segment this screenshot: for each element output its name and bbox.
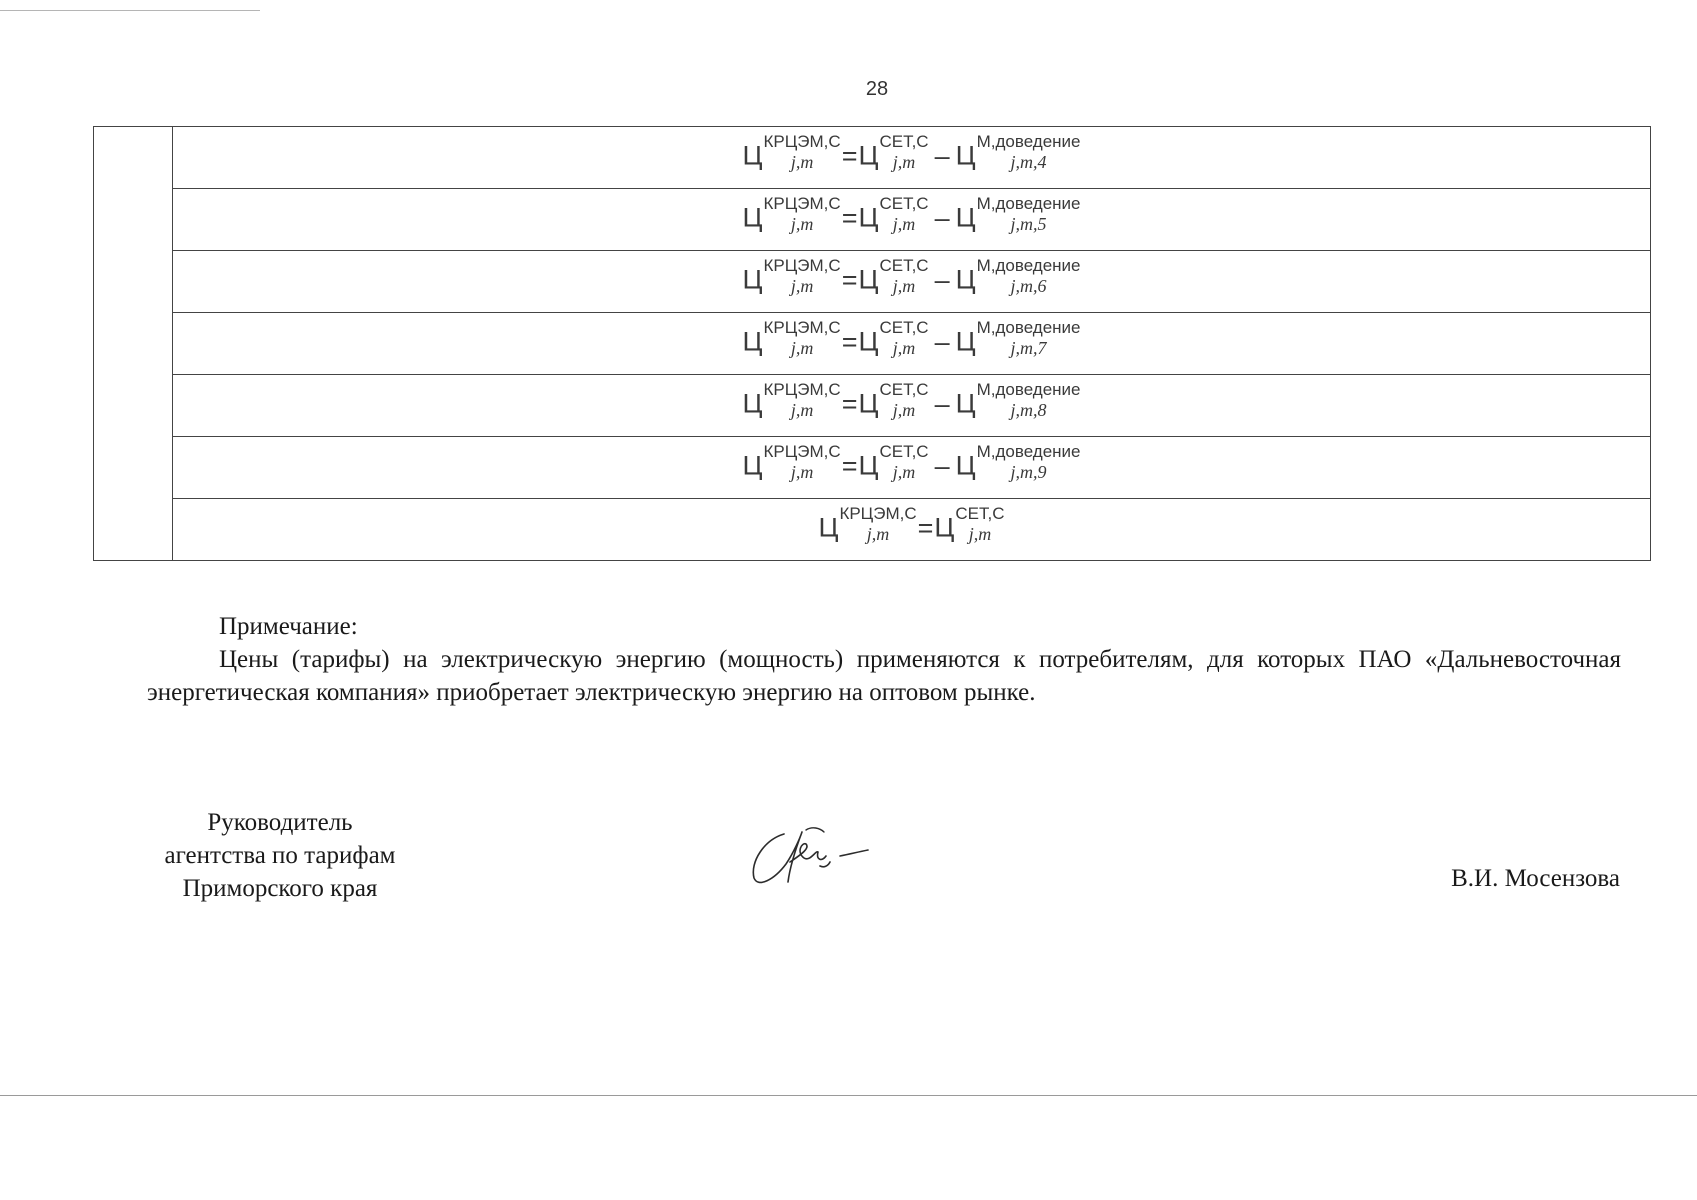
formula-equals: =: [841, 326, 858, 357]
signatory-position-line: Руководитель: [207, 809, 353, 836]
formula-minus: –: [934, 450, 950, 481]
formula-lhs-base: Ц: [742, 264, 763, 295]
formula-lhs-subscript: j,m: [790, 152, 814, 172]
signatory-position: [130, 806, 430, 905]
formula-lhs-indices: [763, 256, 841, 299]
formula-rhs-subscript: j,m,7: [1010, 338, 1047, 358]
formula-lhs-superscript: КРЦЭМ,С: [763, 194, 841, 213]
formula-lhs-indices: [763, 194, 841, 237]
row-number-column: [94, 127, 173, 561]
formula-cell: [173, 313, 1651, 375]
formula-mid-subscript: j,m: [892, 400, 916, 420]
formula-mid-subscript: j,m: [968, 524, 992, 544]
formula-mid-superscript: СЕТ,С: [879, 132, 929, 151]
formula-rhs-superscript: М,доведение: [976, 380, 1081, 399]
formula-equals: =: [841, 264, 858, 295]
formula-equals: =: [841, 202, 858, 233]
formula-minus: –: [934, 388, 950, 419]
formula-cell: [173, 437, 1651, 499]
formula-cell: [173, 189, 1651, 251]
formula-rhs-subscript: j,m,4: [1010, 152, 1047, 172]
formula-rhs-indices: [976, 380, 1081, 423]
table-row: [94, 189, 1651, 251]
table-row: [94, 375, 1651, 437]
price-formula: [742, 318, 1081, 361]
formula-mid-subscript: j,m: [892, 152, 916, 172]
formula-rhs-base: Ц: [955, 264, 976, 295]
formula-rhs-superscript: М,доведение: [976, 132, 1081, 151]
signatory-name: В.И. Мосензова: [1451, 865, 1620, 892]
signatory-position-line: агентства по тарифам: [164, 842, 396, 869]
formula-lhs-subscript: j,m: [790, 338, 814, 358]
formula-lhs-superscript: КРЦЭМ,С: [763, 256, 841, 275]
formula-rhs-superscript: М,доведение: [976, 194, 1081, 213]
handwritten-signature: [744, 822, 894, 892]
formula-mid-indices: [879, 256, 929, 299]
signatory-position-line: Приморского края: [182, 875, 378, 902]
formula-lhs-indices: [763, 380, 841, 423]
formula-rhs-indices: [976, 132, 1081, 175]
formula-mid-subscript: j,m: [892, 462, 916, 482]
formula-lhs-superscript: КРЦЭМ,С: [763, 442, 841, 461]
formula-lhs-superscript: КРЦЭМ,С: [763, 132, 841, 151]
formula-lhs-base: Ц: [742, 388, 763, 419]
formula-equals: =: [841, 140, 858, 171]
table-row: [94, 313, 1651, 375]
formula-mid-base: Ц: [858, 450, 879, 481]
formula-mid-indices: [879, 442, 929, 485]
formula-lhs-subscript: j,m: [866, 524, 890, 544]
formula-lhs-base: Ц: [742, 450, 763, 481]
formula-minus: –: [934, 264, 950, 295]
formula-equals: =: [841, 388, 858, 419]
formula-mid-superscript: СЕТ,С: [955, 504, 1005, 523]
price-formula: [742, 380, 1081, 423]
price-formula: [742, 442, 1081, 485]
formula-mid-indices: [955, 504, 1005, 547]
formula-cell: [173, 251, 1651, 313]
price-formula: [818, 504, 1005, 547]
formula-lhs-subscript: j,m: [790, 214, 814, 234]
note-text: Цены (тарифы) на электрическую энергию (мощность) применяются к потребителям, для которых ПАО «Дальневосточная энергетическая компания» приобретает электрическую энергию на оптовом рынке.: [147, 646, 1621, 706]
formula-mid-base: Ц: [858, 326, 879, 357]
formula-rhs-subscript: j,m,8: [1010, 400, 1047, 420]
formula-rhs-indices: [976, 256, 1081, 299]
formula-mid-superscript: СЕТ,С: [879, 256, 929, 275]
formula-mid-base: Ц: [858, 264, 879, 295]
formula-rhs-base: Ц: [955, 202, 976, 233]
formula-lhs-base: Ц: [742, 202, 763, 233]
formula-lhs-subscript: j,m: [790, 462, 814, 482]
formula-mid-base: Ц: [858, 388, 879, 419]
formula-rhs-subscript: j,m,5: [1010, 214, 1047, 234]
table-row: [94, 251, 1651, 313]
table-row: [94, 127, 1651, 189]
formula-rhs-indices: [976, 194, 1081, 237]
formula-lhs-indices: [763, 132, 841, 175]
formula-mid-indices: [879, 318, 929, 361]
formula-lhs-base: Ц: [742, 140, 763, 171]
formula-minus: –: [934, 202, 950, 233]
formula-lhs-subscript: j,m: [790, 400, 814, 420]
formula-rhs-indices: [976, 318, 1081, 361]
formula-lhs-base: Ц: [742, 326, 763, 357]
formula-mid-subscript: j,m: [892, 276, 916, 296]
formula-rhs-subscript: j,m,6: [1010, 276, 1047, 296]
formula-mid-indices: [879, 380, 929, 423]
formula-mid-base: Ц: [858, 140, 879, 171]
price-formula: [742, 256, 1081, 299]
formula-cell: [173, 127, 1651, 189]
note-section: [147, 610, 1621, 709]
formula-table: [93, 126, 1651, 561]
price-formula: [742, 194, 1081, 237]
formula-mid-superscript: СЕТ,С: [879, 194, 929, 213]
formula-lhs-indices: [763, 442, 841, 485]
formula-cell: [173, 375, 1651, 437]
formula-equals: =: [917, 512, 934, 543]
formula-mid-subscript: j,m: [892, 214, 916, 234]
formula-rhs-indices: [976, 442, 1081, 485]
formula-mid-superscript: СЕТ,С: [879, 380, 929, 399]
note-title: Примечание:: [219, 613, 358, 640]
bottom-edge-rule: [0, 1095, 1697, 1096]
formula-lhs-base: Ц: [818, 512, 839, 543]
formula-rhs-base: Ц: [955, 140, 976, 171]
formula-mid-superscript: СЕТ,С: [879, 318, 929, 337]
price-formula: [742, 132, 1081, 175]
top-edge-rule: [0, 10, 260, 11]
formula-mid-subscript: j,m: [892, 338, 916, 358]
formula-lhs-superscript: КРЦЭМ,С: [763, 380, 841, 399]
table-row: [94, 437, 1651, 499]
formula-lhs-indices: [763, 318, 841, 361]
formula-rhs-base: Ц: [955, 388, 976, 419]
formula-rhs-subscript: j,m,9: [1010, 462, 1047, 482]
formula-rhs-superscript: М,доведение: [976, 442, 1081, 461]
formula-rhs-base: Ц: [955, 326, 976, 357]
formula-mid-indices: [879, 132, 929, 175]
formula-lhs-superscript: КРЦЭМ,С: [839, 504, 917, 523]
formula-mid-base: Ц: [858, 202, 879, 233]
formula-lhs-indices: [839, 504, 917, 547]
formula-equals: =: [841, 450, 858, 481]
formula-rhs-base: Ц: [955, 450, 976, 481]
formula-mid-base: Ц: [934, 512, 955, 543]
formula-mid-superscript: СЕТ,С: [879, 442, 929, 461]
formula-table-body: [94, 127, 1651, 561]
formula-lhs-subscript: j,m: [790, 276, 814, 296]
formula-rhs-superscript: М,доведение: [976, 318, 1081, 337]
formula-minus: –: [934, 140, 950, 171]
formula-rhs-superscript: М,доведение: [976, 256, 1081, 275]
page-number: 28: [865, 78, 889, 100]
formula-minus: –: [934, 326, 950, 357]
formula-cell: [173, 499, 1651, 561]
table-row: [94, 499, 1651, 561]
formula-lhs-superscript: КРЦЭМ,С: [763, 318, 841, 337]
formula-mid-indices: [879, 194, 929, 237]
